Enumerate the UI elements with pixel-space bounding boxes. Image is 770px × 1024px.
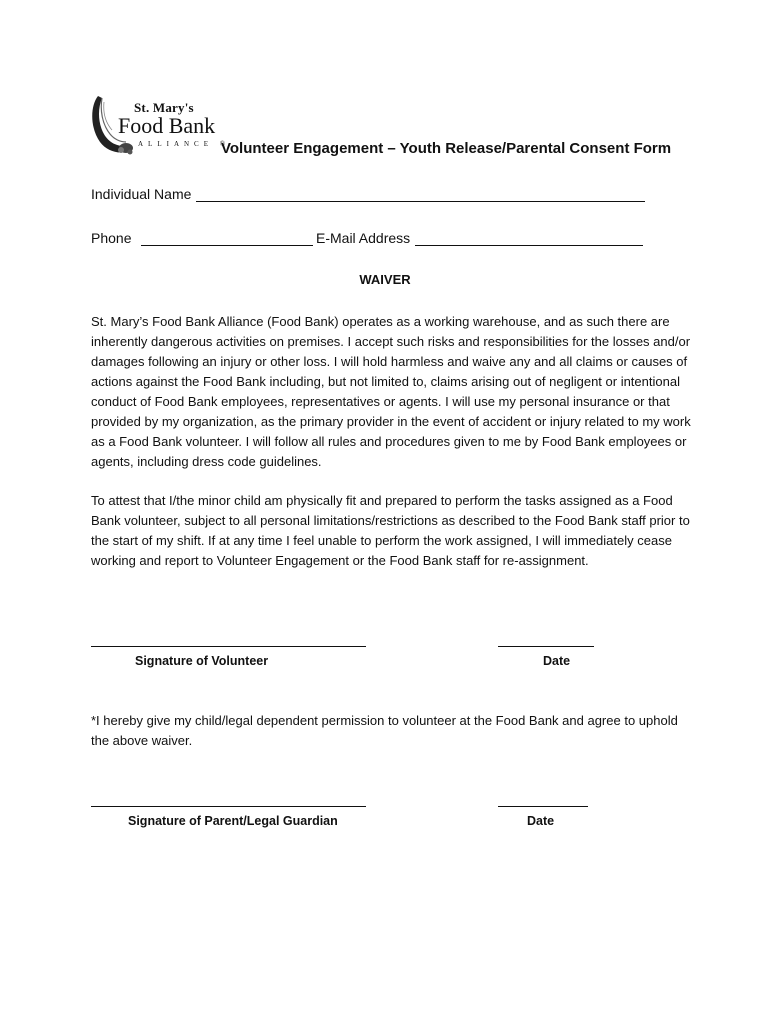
phone-label: Phone (91, 230, 132, 246)
waiver-heading: WAIVER (359, 272, 411, 287)
logo-text-food-bank: Food Bank (118, 113, 216, 138)
individual-name-row (91, 186, 645, 202)
guardian-signature-label: Signature of Parent/Legal Guardian (128, 814, 338, 828)
parental-consent-statement: *I hereby give my child/legal dependent permission to volunteer at the Food Bank and agree to uphold the above waiver. (91, 713, 678, 748)
logo-text-st-marys: St. Mary's (134, 100, 194, 115)
volunteer-date-line[interactable] (498, 646, 594, 647)
guardian-date-label: Date (527, 814, 555, 828)
volunteer-date-label: Date (543, 654, 571, 668)
email-row (316, 230, 643, 246)
phone-row (91, 230, 313, 246)
food-bank-logo (88, 92, 231, 162)
individual-name-label: Individual Name (91, 186, 192, 202)
guardian-date-line[interactable] (498, 806, 588, 807)
waiver-paragraph-1: St. Mary’s Food Bank Alliance (Food Bank) operates as a working warehouse, and as such there are inherently dangerous activities on premises. I accept such risks and responsibilities for the losses and/or damages following an injury or other loss. I will hold harmless and waive any and all claims or causes of actions against the Food Bank including, but not limited to, claims arising out of negligent or intentional conduct of Food Bank employees, representatives or agents. I will use my personal insurance or that provided by my organization, as the primary provider in the event of accident or injury related to my work as a Food Bank volunteer. I will follow all rules and procedures given to me by Food Bank employees or agents, including dress code guidelines. (91, 314, 691, 469)
waiver-paragraph-2: To attest that I/the minor child am physically fit and prepared to perform the tasks assigned as a Food Bank volunteer, subject to all personal limitations/restrictions as described to the Food Bank staff prior to the start of my shift. If at any time I feel unable to perform the work assigned, I will immediately cease working and report to Volunteer Engagement or the Food Bank staff for re-assignment. (91, 493, 690, 568)
guardian-signature-line[interactable] (91, 806, 366, 807)
volunteer-signature-line[interactable] (91, 646, 366, 647)
email-field[interactable] (415, 231, 643, 246)
volunteer-signature-label: Signature of Volunteer (135, 654, 269, 668)
logo-text-alliance: ALLIANCE ® (138, 140, 231, 148)
phone-field[interactable] (141, 231, 313, 246)
email-label: E-Mail Address (316, 230, 411, 246)
form-title: Volunteer Engagement – Youth Release/Parental Consent Form (221, 140, 672, 157)
individual-name-field[interactable] (196, 187, 645, 202)
